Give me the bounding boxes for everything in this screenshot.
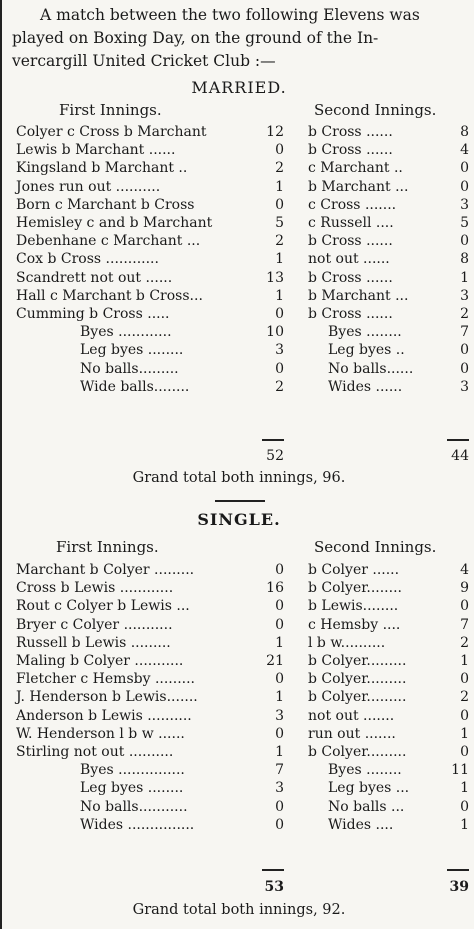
married-first-innings-runs: 2 [275,233,284,250]
single-first-innings-entry: W. Henderson l b w ...... [16,725,185,742]
single-second-total: 39 [449,879,469,895]
single-second-innings-entry: b Colyer ...... [308,562,400,578]
married-second-innings-entry: Wides ...... [328,378,403,395]
married-first-innings-entry: Colyer c Cross b Marchant [16,124,207,140]
married-second-innings-entry: not out ...... [308,251,390,268]
married-first-innings-entry: Byes ............ [80,324,172,341]
married-second-innings-entry: b Cross ...... [308,269,393,286]
single-grand-total: Grand total both innings, 92. [132,902,346,918]
married-second-innings-entry: b Cross ...... [308,142,393,159]
single-first-innings-entry: Anderson b Lewis .......... [16,707,192,724]
single-first-innings-runs: 3 [275,780,284,797]
married-first-innings-entry: Leg byes ........ [80,342,184,359]
single-extras-row [2,780,474,798]
married-second-innings-runs: 0 [460,360,469,377]
single-first-innings-runs: 0 [275,798,284,815]
married-second-innings-runs: 0 [460,233,469,250]
single-second-innings-runs: 0 [460,598,469,615]
single-first-total-rule [262,869,284,871]
married-second-total: 44 [451,448,469,464]
single-second-innings-runs: 1 [460,653,469,669]
single-second-innings-runs: 9 [460,580,469,597]
married-batting-row [2,124,474,142]
single-second-innings-runs: 0 [460,744,469,760]
single-second-innings-entry: run out ....... [308,725,396,742]
single-second-innings-runs: 1 [460,725,469,742]
single-second-innings-entry: l b w.......... [308,634,386,651]
single-second-innings-entry: b Colyer......... [308,689,407,706]
married-second-innings-runs: 3 [460,378,469,395]
married-batting-row [2,251,474,269]
single-first-innings-runs: 0 [275,816,284,833]
married-first-innings-runs: 10 [266,324,284,341]
single-second-innings-entry: b Colyer......... [308,653,407,669]
married-first-innings-entry: Lewis b Marchant ...... [16,142,176,159]
single-first-innings-entry: Russell b Lewis ......... [16,634,171,651]
married-batting-row [2,215,474,233]
married-first-innings-heading: First Innings. [59,101,162,119]
married-second-innings-runs: 8 [460,251,469,268]
intro-line-1: A match between the two following Elevens was [40,6,420,24]
married-totals-row [2,448,474,466]
married-second-innings-entry: c Russell .... [308,215,394,231]
married-batting-row [2,288,474,306]
married-first-total: 52 [266,448,284,464]
married-second-innings-runs: 0 [460,160,469,177]
married-first-innings-entry: Born c Marchant b Cross [16,196,195,213]
single-first-innings-entry: Fletcher c Hemsby ......... [16,671,196,688]
single-second-innings-runs: 4 [460,562,469,578]
single-second-innings-entry: Wides .... [328,816,394,833]
married-first-innings-runs: 2 [275,160,284,177]
single-second-innings-heading: Second Innings. [314,538,437,556]
married-second-innings-runs: 8 [460,124,469,140]
single-totals-row [2,879,474,897]
married-grand-total: Grand total both innings, 96. [132,470,346,486]
single-first-innings-runs: 0 [275,671,284,688]
married-first-innings-entry: Cumming b Cross ..... [16,306,170,322]
married-batting-row [2,270,474,288]
married-first-innings-runs: 13 [266,269,284,286]
single-first-innings-runs: 7 [275,762,284,779]
married-heading: MARRIED. [191,78,287,97]
married-first-innings-runs: 1 [275,287,284,304]
single-first-innings-entry: Marchant b Colyer ......... [16,562,195,578]
married-first-innings-runs: 0 [275,142,284,159]
single-second-innings-runs: 11 [451,762,469,779]
single-second-innings-runs: 0 [460,671,469,688]
married-second-innings-entry: b Cross ...... [308,233,393,250]
married-first-innings-runs: 12 [266,124,284,140]
single-second-innings-runs: 2 [460,689,469,706]
married-first-innings-entry: Hall c Marchant b Cross... [16,287,203,304]
married-first-total-rule [262,439,284,441]
single-first-innings-entry: Leg byes ........ [80,780,184,797]
single-second-innings-runs: 0 [460,798,469,815]
married-first-innings-entry: Cox b Cross ............ [16,251,159,268]
single-first-innings-entry: Maling b Colyer ........... [16,653,184,669]
married-first-innings-runs: 0 [275,360,284,377]
single-second-innings-runs: 1 [460,816,469,833]
single-first-innings-entry: Byes ............... [80,762,185,779]
married-second-innings-runs: 4 [460,142,469,159]
single-batting-row [2,708,474,726]
single-second-innings-entry: not out ....... [308,707,395,724]
married-first-innings-entry: Debenhane c Marchant ... [16,233,201,250]
married-first-innings-entry: Wide balls........ [80,378,190,395]
married-second-innings-entry: b Cross ...... [308,124,393,140]
single-first-innings-runs: 3 [275,707,284,724]
married-batting-row [2,233,474,251]
single-first-innings-runs: 21 [266,653,284,669]
single-first-innings-runs: 16 [266,580,284,597]
single-batting-row [2,689,474,707]
married-second-innings-runs: 5 [460,215,469,231]
married-batting-row [2,142,474,160]
married-first-innings-entry: Scandrett not out ...... [16,269,173,286]
married-second-innings-entry: c Marchant .. [308,160,403,177]
single-batting-row [2,580,474,598]
married-first-innings-runs: 0 [275,306,284,322]
married-second-innings-runs: 0 [460,342,469,359]
single-first-innings-runs: 0 [275,725,284,742]
single-second-innings-entry: b Colyer........ [308,580,402,597]
married-batting-row [2,306,474,324]
single-second-innings-runs: 0 [460,707,469,724]
single-batting-row [2,726,474,744]
married-second-innings-entry: b Marchant ... [308,287,409,304]
single-batting-row [2,598,474,616]
married-first-innings-runs: 2 [275,378,284,395]
married-second-innings-entry: b Cross ...... [308,306,393,322]
single-second-innings-entry: b Colyer......... [308,671,407,688]
married-second-innings-runs: 0 [460,178,469,195]
single-batting-row [2,671,474,689]
married-first-innings-entry: Kingsland b Marchant .. [16,160,188,177]
married-second-innings-entry: c Cross ....... [308,196,397,213]
married-extras-row [2,342,474,360]
intro-line-2: played on Boxing Day, on the ground of the In- [12,29,379,47]
single-batting-row [2,635,474,653]
single-second-innings-runs: 2 [460,634,469,651]
single-first-innings-entry: J. Henderson b Lewis....... [16,689,198,706]
single-second-innings-entry: c Hemsby .... [308,616,401,633]
married-second-innings-runs: 2 [460,306,469,322]
married-first-innings-runs: 0 [275,196,284,213]
single-extras-row [2,817,474,835]
single-heading: SINGLE. [197,510,281,529]
married-second-innings-runs: 3 [460,196,469,213]
single-extras-row [2,762,474,780]
married-first-innings-runs: 1 [275,251,284,268]
single-first-innings-runs: 0 [275,562,284,578]
single-first-innings-entry: Wides ............... [80,816,195,833]
single-second-innings-entry: b Colyer......... [308,744,407,760]
single-first-innings-entry: Stirling not out .......... [16,744,174,760]
married-first-innings-runs: 1 [275,178,284,195]
married-first-innings-runs: 3 [275,342,284,359]
single-second-total-rule [447,869,469,871]
single-extras-row [2,799,474,817]
single-batting-row [2,653,474,671]
single-first-innings-runs: 1 [275,634,284,651]
married-batting-row [2,197,474,215]
section-divider [215,500,265,502]
single-first-innings-entry: Rout c Colyer b Lewis ... [16,598,190,615]
single-batting-row [2,744,474,762]
married-first-innings-entry: Hemisley c and b Marchant [16,215,213,231]
intro-line-3: vercargill United Cricket Club :— [12,52,276,70]
married-batting-row [2,179,474,197]
married-extras-row [2,361,474,379]
married-extras-row [2,324,474,342]
married-batting-row [2,160,474,178]
single-first-innings-runs: 0 [275,616,284,633]
single-first-total: 53 [264,879,284,895]
single-first-innings-heading: First Innings. [56,538,159,556]
married-second-innings-entry: b Marchant ... [308,178,409,195]
single-first-innings-entry: Bryer c Colyer ........... [16,616,173,633]
married-second-innings-entry: No balls...... [328,360,414,377]
married-first-innings-entry: No balls......... [80,360,179,377]
single-batting-row [2,562,474,580]
married-extras-row [2,379,474,397]
single-first-innings-entry: Cross b Lewis ............ [16,580,174,597]
intro-paragraph [12,4,467,73]
single-second-innings-entry: Byes ........ [328,762,402,779]
married-first-innings-runs: 5 [275,215,284,231]
married-second-innings-entry: Leg byes .. [328,342,405,359]
married-second-innings-entry: Byes ........ [328,324,402,341]
single-batting-row [2,617,474,635]
single-first-innings-entry: No balls........... [80,798,188,815]
single-second-innings-runs: 7 [460,616,469,633]
single-first-innings-runs: 1 [275,744,284,760]
single-first-innings-runs: 1 [275,689,284,706]
married-second-innings-runs: 3 [460,287,469,304]
married-second-innings-runs: 7 [460,324,469,341]
single-second-innings-runs: 1 [460,780,469,797]
single-second-innings-entry: Leg byes ... [328,780,410,797]
married-second-total-rule [447,439,469,441]
single-first-innings-runs: 0 [275,598,284,615]
married-first-innings-entry: Jones run out .......... [16,178,161,195]
married-second-innings-runs: 1 [460,269,469,286]
married-second-innings-heading: Second Innings. [314,101,437,119]
single-second-innings-entry: b Lewis........ [308,598,399,615]
single-second-innings-entry: No balls ... [328,798,405,815]
